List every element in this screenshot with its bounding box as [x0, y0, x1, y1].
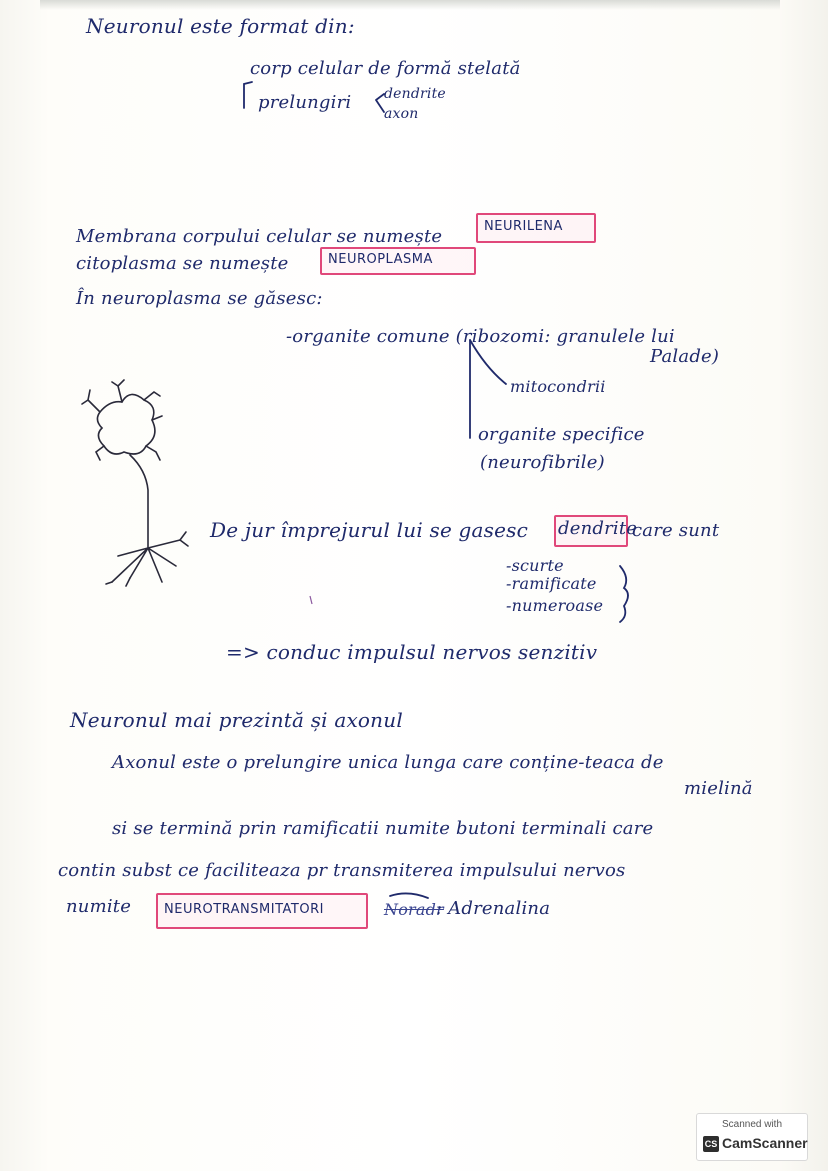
neurofibrils-label: (neurofibrile): [480, 452, 605, 473]
mitochondria-branch: [470, 340, 506, 384]
structure-bracket: [244, 82, 252, 108]
crossed-out-word: Noradr: [384, 900, 444, 919]
axon-intro: Neuronul mai prezintă și axonul: [70, 708, 403, 732]
watermark-line-2: CamScanner: [722, 1135, 808, 1151]
common-organelles: -organite comune (ribozomi: granulele lui: [286, 326, 675, 347]
palade-label: Palade): [650, 346, 720, 367]
pencil-mark: [310, 596, 312, 604]
property-numerous: -numeroase: [506, 596, 604, 615]
neuroplasm-contents-line: În neuroplasma se găsesc:: [76, 288, 323, 309]
watermark-line-1: Scanned with: [721, 1119, 783, 1130]
prelungiri-fork: [376, 94, 384, 112]
property-short: -scurte: [506, 556, 564, 575]
neuroplasma-term: NEUROPLASMA: [328, 252, 433, 267]
neurotransmitters-term: NEUROTRANSMITATORI: [164, 902, 324, 917]
axon-line-3: contin subst ce faciliteaza pr transmiterea impulsului nervos: [58, 860, 626, 881]
named-label: numite: [66, 896, 132, 917]
myelin-label: mielină: [684, 778, 753, 799]
adrenaline-label: : Adrenalina: [436, 898, 551, 919]
membrane-line: Membrana corpului celular se numește: [76, 226, 443, 247]
conduct-impulse-line: => conduc impulsul nervos senzitiv: [226, 640, 598, 664]
axon-line-2: si se termină prin ramificatii numite butoni terminali care: [112, 818, 654, 839]
specific-organelles: organite specifice: [478, 424, 645, 445]
cytoplasm-line: citoplasma se numește: [76, 253, 289, 274]
dendrites-suffix: care sunt: [632, 520, 720, 541]
cell-body-line: corp celular de formă stelată: [250, 58, 521, 79]
heading-neuron-structure: Neuronul este format din:: [86, 14, 355, 38]
overline-scribble: [390, 893, 428, 898]
properties-brace: [620, 566, 628, 622]
camscanner-logo-icon: CS: [703, 1136, 719, 1152]
neurilema-term: NEURILENA: [484, 219, 563, 234]
extensions-label: prelungiri: [258, 92, 352, 113]
mitochondria-label: mitocondrii: [510, 377, 606, 396]
property-branched: -ramificate: [506, 574, 597, 593]
axon-line-1: Axonul este o prelungire unica lunga care conține-teaca de: [112, 752, 664, 773]
dendrite-term: dendrite: [558, 518, 638, 539]
axon-label: axon: [384, 106, 419, 122]
dendrites-label: dendrite: [384, 86, 446, 102]
neuron-sketch-icon: [82, 380, 188, 586]
camscanner-watermark: [696, 1113, 808, 1161]
dendrites-line: De jur împrejurul lui se gasesc: [210, 518, 529, 542]
